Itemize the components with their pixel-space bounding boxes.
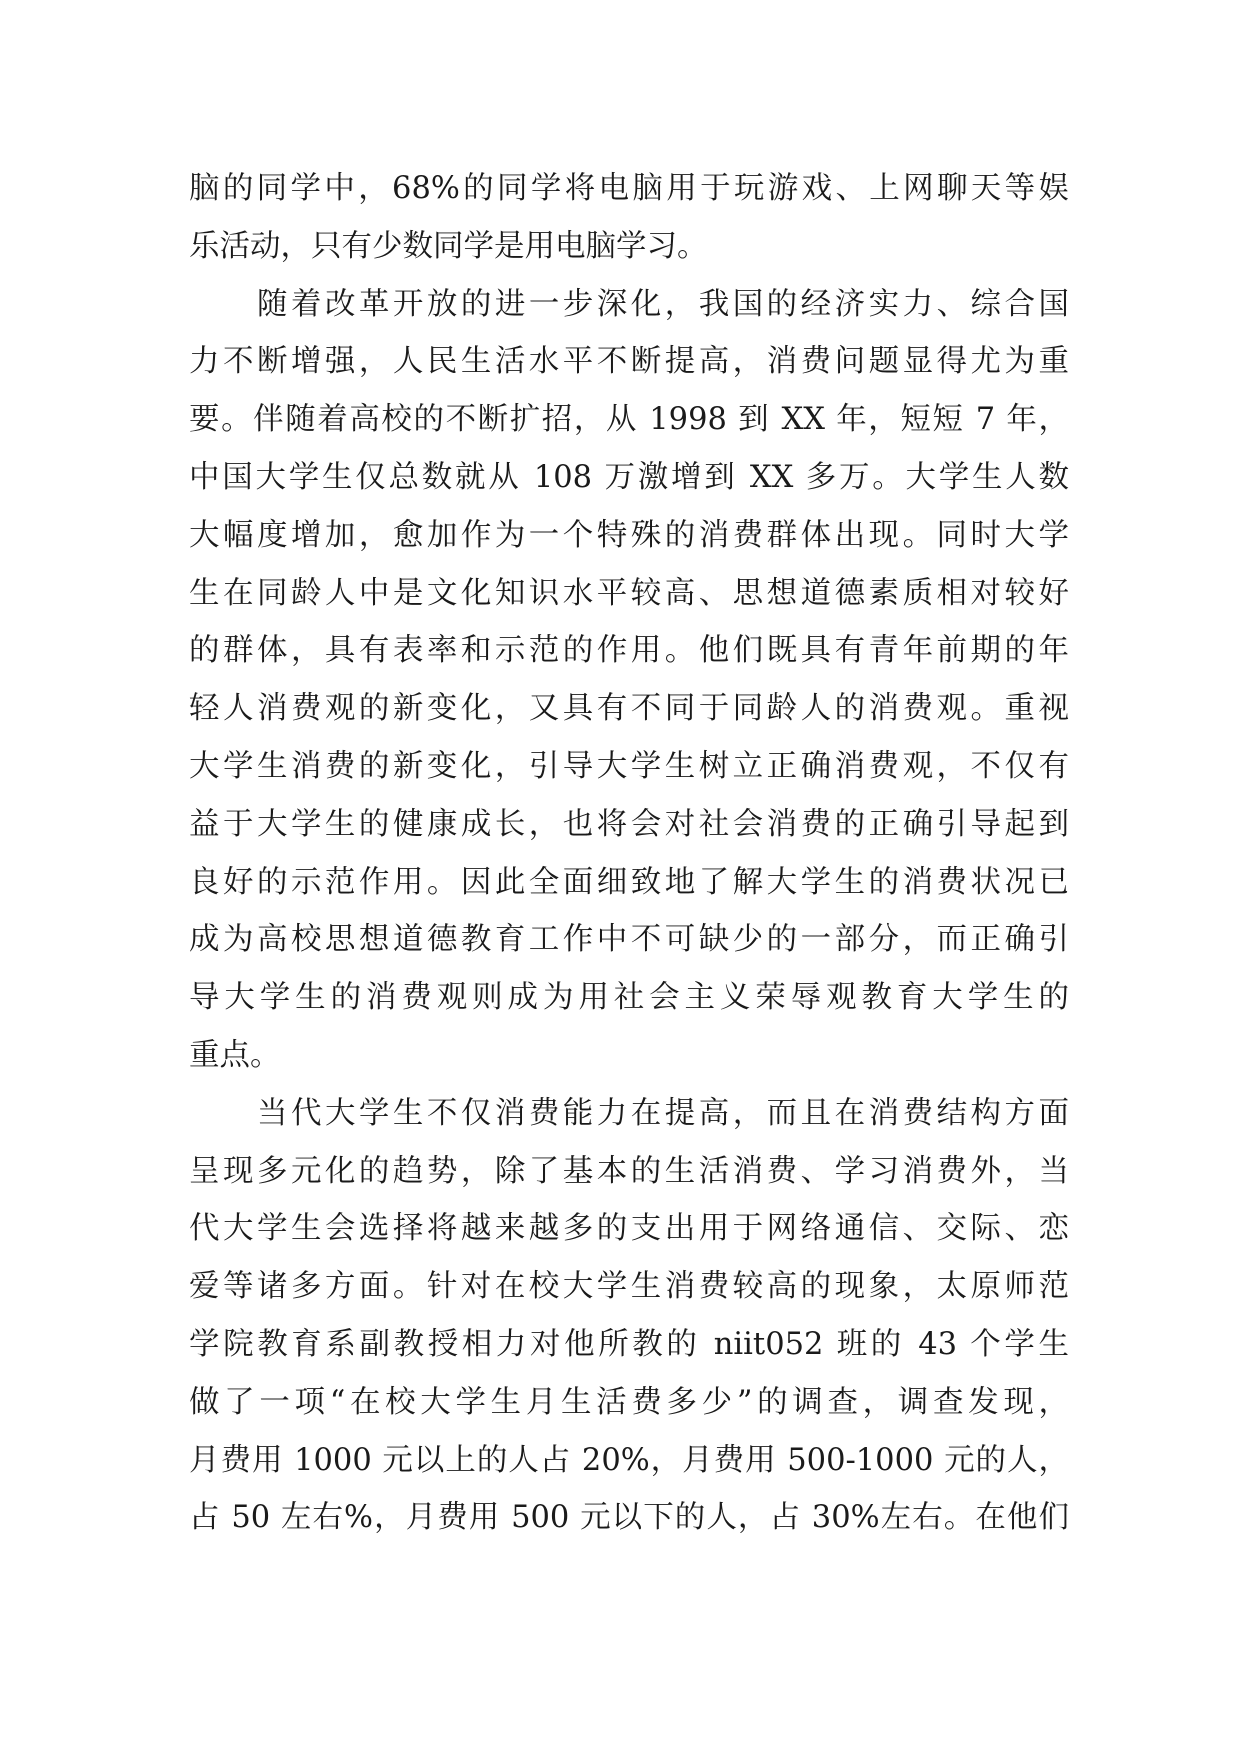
- text-line: 乐活动，只有少数同学是用电脑学习。: [189, 228, 708, 264]
- text-line: 重点。: [189, 1037, 281, 1073]
- text-line: 中国大学生仅总数就从 108 万激增到 XX 多万。大学生人数: [189, 459, 1069, 495]
- text-line: 生在同龄人中是文化知识水平较高、思想道德素质相对较好: [189, 575, 1069, 611]
- body-text: [189, 160, 1069, 1547]
- text-line: 大学生消费的新变化，引导大学生树立正确消费观，不仅有: [189, 748, 1069, 784]
- text-line: 学院教育系副教授相力对他所教的 niit052 班的 43 个学生: [189, 1326, 1069, 1362]
- text-line: 占 50 左右%，月费用 500 元以下的人，占 30%左右。在他们: [189, 1500, 1069, 1536]
- text-line: 导大学生的消费观则成为用社会主义荣辱观教育大学生的: [189, 980, 1069, 1016]
- text-line: 良好的示范作用。因此全面细致地了解大学生的消费状况已: [189, 864, 1069, 900]
- text-line: 爱等诸多方面。针对在校大学生消费较高的现象，太原师范: [189, 1269, 1069, 1305]
- text-line: 脑的同学中，68%的同学将电脑用于玩游戏、上网聊天等娱: [189, 171, 1069, 206]
- text-line: 益于大学生的健康成长，也将会对社会消费的正确引导起到: [189, 806, 1069, 842]
- text-line: 随着改革开放的进一步深化，我国的经济实力、综合国: [257, 286, 1069, 322]
- text-line: 代大学生会选择将越来越多的支出用于网络通信、交际、恋: [189, 1211, 1069, 1247]
- text-line: 月费用 1000 元以上的人占 20%，月费用 500-1000 元的人，: [189, 1442, 1069, 1478]
- text-line: 力不断增强，人民生活水平不断提高，消费问题显得尤为重: [189, 344, 1069, 380]
- text-line: 成为高校思想道德教育工作中不可缺少的一部分，而正确引: [189, 922, 1069, 958]
- text-line: 要。伴随着高校的不断扩招，从 1998 到 XX 年，短短 7 年，: [189, 402, 1069, 438]
- text-line: 轻人消费观的新变化，又具有不同于同龄人的消费观。重视: [189, 691, 1069, 727]
- text-line: 的群体，具有表率和示范的作用。他们既具有青年前期的年: [189, 633, 1069, 669]
- text-line: 做了一项“在校大学生月生活费多少”的调查，调查发现，: [189, 1384, 1069, 1420]
- text-line: 呈现多元化的趋势，除了基本的生活消费、学习消费外，当: [189, 1153, 1069, 1189]
- text-line: 当代大学生不仅消费能力在提高，而且在消费结构方面: [257, 1095, 1069, 1131]
- text-line: 大幅度增加，愈加作为一个特殊的消费群体出现。同时大学: [189, 517, 1069, 553]
